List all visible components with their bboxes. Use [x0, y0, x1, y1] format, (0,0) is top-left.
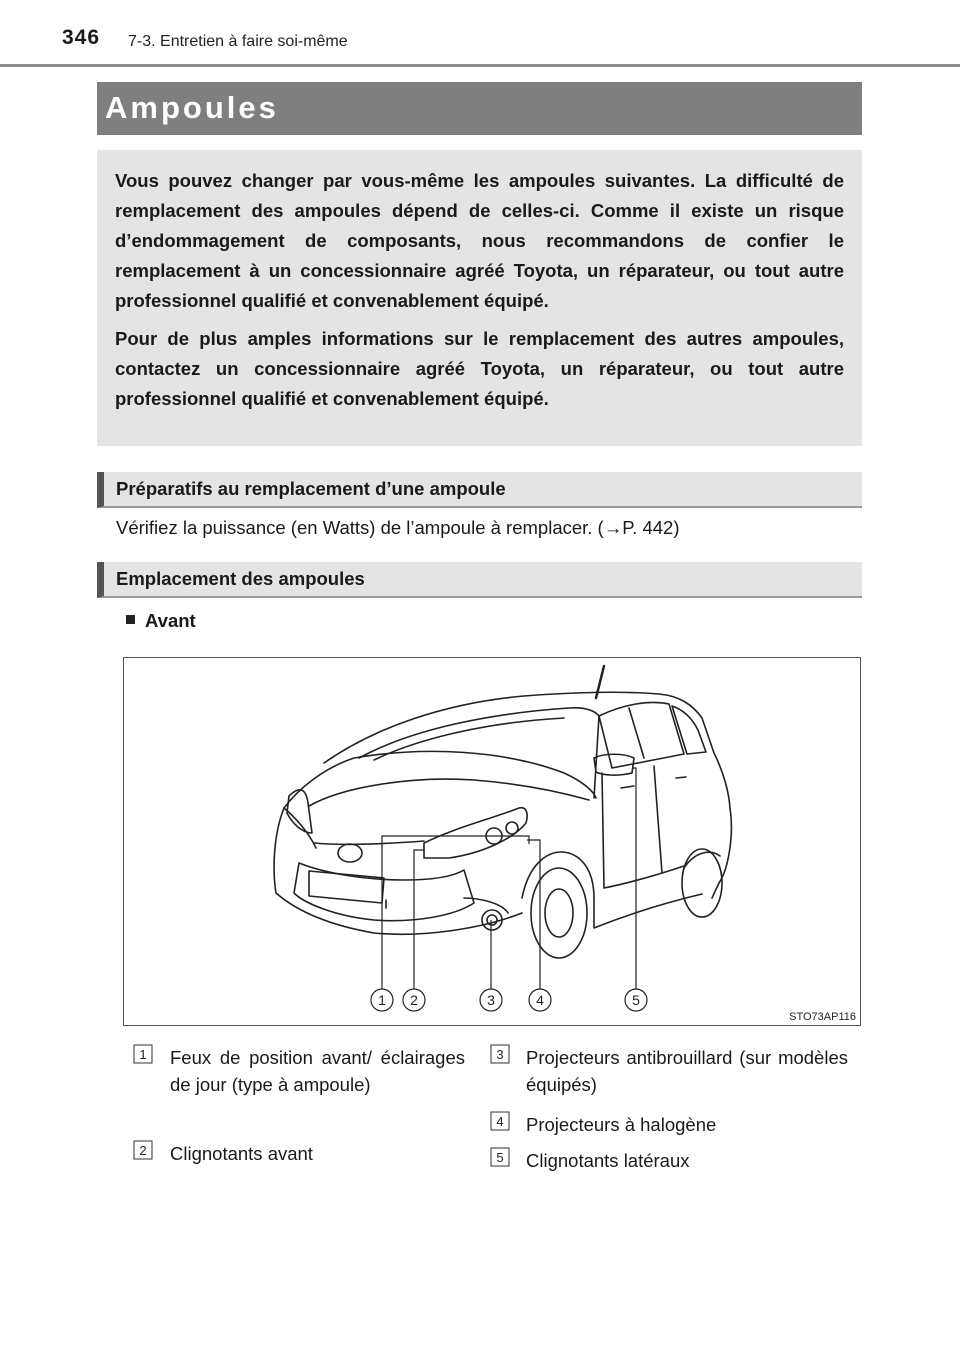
- legend-item-4: [490, 1111, 848, 1138]
- prep-text: Vérifiez la puissance (en Watts) de l’ampoule à remplacer. (→P. 442): [116, 517, 680, 538]
- svg-text:5: 5: [496, 1150, 504, 1165]
- legend-item-1: [133, 1044, 465, 1098]
- intro-paragraph-2: Pour de plus amples informations sur le remplacement des autres ampoules, contactez un concessionnaire agréé Toyota, un réparateur, ou tout autre professionnel qualifié et convenablement équipé.: [115, 328, 844, 409]
- legend-text-1: Feux de position avant/ éclairages de jour (type à ampoule): [170, 1047, 465, 1095]
- svg-text:1: 1: [139, 1047, 147, 1062]
- callout-label-5: 5: [632, 992, 640, 1008]
- intro-paragraph-1: Vous pouvez changer par vous-même les ampoules suivantes. La difficulté de remplacement des ampoules dépend de celles-ci. Comme il existe un risque d’endommagement de composants, nous recommandons de confier le remplacement à un concessionnaire agréé Toyota, un réparateur, ou tout autre professionnel qualifié et convenablement équipé.: [115, 170, 844, 311]
- legend-item-2: [133, 1140, 465, 1167]
- callout-label-1: 1: [378, 992, 386, 1008]
- front-label: [126, 610, 196, 632]
- legend-text-2: Clignotants avant: [170, 1143, 313, 1164]
- svg-text:3: 3: [496, 1047, 504, 1062]
- number-1-icon: [133, 1044, 153, 1064]
- page-title: Ampoules: [105, 90, 279, 125]
- title-banner: [97, 82, 862, 135]
- number-5-icon: [490, 1147, 510, 1167]
- legend-text-3: Projecteurs antibrouillard (sur modèles équipés): [526, 1047, 848, 1095]
- prep-heading: [97, 472, 862, 508]
- location-heading-text: Emplacement des ampoules: [116, 568, 365, 589]
- legend-text-4: Projecteurs à halogène: [526, 1114, 717, 1135]
- figure-code: STO73AP116: [789, 1011, 856, 1023]
- prep-heading-text: Préparatifs au remplacement d’une ampoule: [116, 478, 506, 499]
- location-heading: [97, 562, 862, 598]
- front-label-text: Avant: [145, 610, 196, 631]
- car-illustration: [124, 658, 860, 1025]
- car-figure: [123, 657, 861, 1026]
- legend-item-5: [490, 1147, 848, 1174]
- callout-label-3: 3: [487, 992, 495, 1008]
- header-divider: [0, 64, 960, 67]
- svg-text:4: 4: [496, 1114, 504, 1129]
- callout-label-4: 4: [536, 992, 544, 1008]
- legend-item-3: [490, 1044, 848, 1098]
- svg-text:2: 2: [139, 1143, 147, 1158]
- callout-label-2: 2: [410, 992, 418, 1008]
- number-2-icon: [133, 1140, 153, 1160]
- intro-box: [97, 150, 862, 446]
- page-number: 346: [62, 26, 101, 49]
- square-bullet-icon: [126, 615, 135, 624]
- legend-text-5: Clignotants latéraux: [526, 1150, 690, 1171]
- section-reference: 7-3. Entretien à faire soi-même: [128, 33, 348, 50]
- number-3-icon: [490, 1044, 510, 1064]
- number-4-icon: [490, 1111, 510, 1131]
